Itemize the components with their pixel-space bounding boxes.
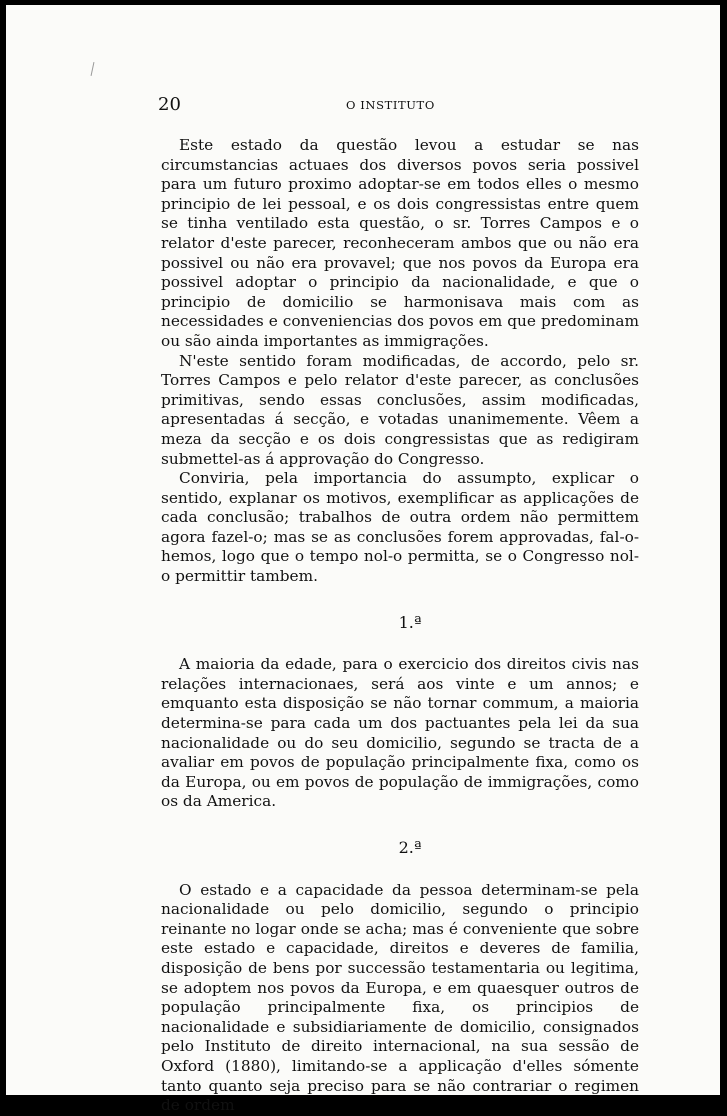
page-number: 20 xyxy=(158,94,181,115)
article-1-text: A maioria da edade, para o exercicio dos direitos civis nas relações internacionaes, será aos vinte e um annos; e emquanto esta disposição se não tornar commum, a maioria determina-se para cada um dos pactuantes pela lei da sua nacionalidade ou do seu domicilio, segundo se tracta de a avaliar em povos de população principalmente fixa, como os da Europa, ou em povos de população de immigrações, como os da America. xyxy=(161,655,639,811)
paragraph-1: Este estado da questão levou a estudar se nas circumstancias actuaes dos diversos povos seria possivel para um futuro proximo adoptar-se em todos elles o mesmo principio de lei pessoal, e os dois congressistas entre quem se tinha ventilado esta questão, o sr. Torres Campos e o relator d'este parecer, reconheceram ambos que ou não era possivel ou não era provavel; que nos povos da Europa era possivel adoptar o principio da nacionalidade, e que o principio de domicilio se harmonisava mais com as necessidades e conveniencias dos povos em que predominam ou são ainda importantes as immigrações. xyxy=(161,136,639,350)
article-heading-1: 1.ª xyxy=(398,612,422,632)
pencil-mark xyxy=(91,62,95,76)
article-heading-2: 2.ª xyxy=(398,838,422,857)
body-text xyxy=(161,136,639,1116)
article-2-text: O estado e a capacidade da pessoa determinam-se pela nacionalidade ou pelo domicilio, segundo o principio reinante no logar onde se acha; mas é conveniente que sobre este estado e capacidade, direitos e deveres de familia, disposição de bens por successão testamentaria ou legitima, se adoptem nos povos da Europa, e em quaesquer outros de população principalmente fixa, os principios de nacionalidade e subsidiariamente de domicilio, consignados pelo Instituto de direito internacional, na sua sessão de Oxford (1880), limitando-se a applicação d'elles sómente tanto quanto seja preciso para se não contrariar o regimen de ordem xyxy=(161,880,639,1115)
running-title: O INSTITUTO xyxy=(346,98,435,112)
paragraph-2: N'este sentido foram modificadas, de accordo, pelo sr. Torres Campos e pelo relator d'este parecer, as conclusões primitivas, sendo essas conclusões, assim modificadas, apresentadas á secção, e votadas unanimemente. Vêem a meza da secção e os dois congressistas que as redigiram submettel-as á approvação do Congresso. xyxy=(161,351,639,468)
book-page xyxy=(6,5,720,1115)
paragraph-3: Conviria, pela importancia do assumpto, explicar o sentido, explanar os motivos, exemplificar as applicações de cada conclusão; trabalhos de outra ordem não permittem agora fazel-o; mas se as conclusões forem approvadas, fal-o-hemos, logo que o tempo nol-o permitta, se o Congresso nol-o permittir tambem. xyxy=(161,469,639,586)
page-header xyxy=(158,94,578,118)
